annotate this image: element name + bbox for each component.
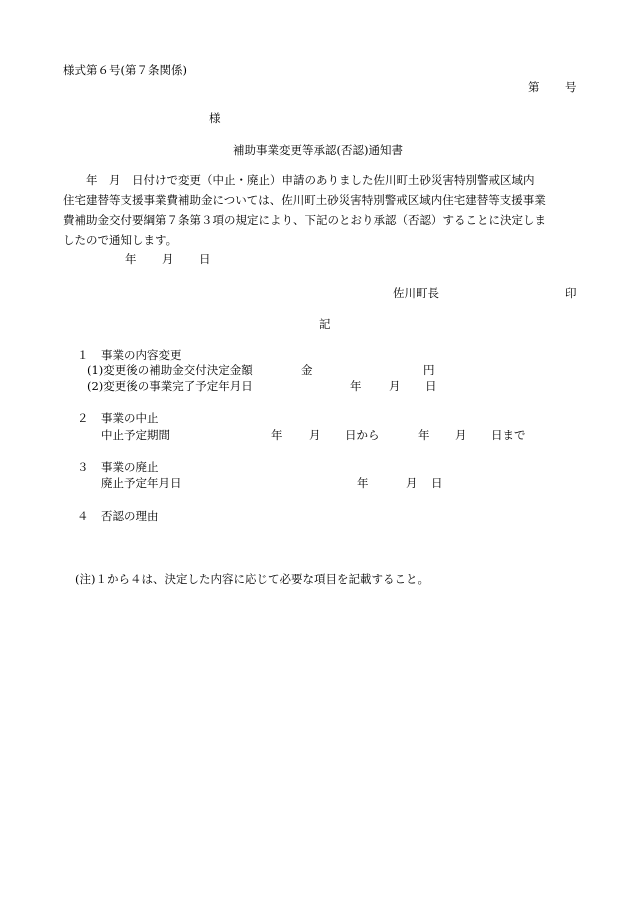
document-title: 補助事業変更等承認(否認)通知書 [233,143,403,157]
section2-hikara: 日から [345,428,380,442]
section1-title: 事業の内容変更 [101,348,182,362]
section3-title: 事業の廃止 [101,460,159,474]
section2-himade: 日まで [491,428,526,442]
section1-item2-hi: 日 [425,379,437,393]
doc-number-dai: 第 [528,80,540,94]
section1-item2-tsuki: 月 [389,379,401,393]
doc-number-go: 号 [565,80,577,94]
section3-number: ３ [77,460,89,474]
issuer: 佐川町長 [393,286,439,300]
body-paragraph [63,170,583,250]
section1-item2-nen: 年 [350,379,362,393]
section2-nen2: 年 [418,428,430,442]
date-nen: 年 [125,252,137,266]
section2-tsuki2: 月 [455,428,467,442]
section4-title: 否認の理由 [101,509,159,523]
body-line: 年 月 日付けで変更（中止・廃止）申請のありました佐川町土砂災害特別警戒区域内 [63,173,535,187]
section2-nen1: 年 [271,428,283,442]
section3-hi: 日 [431,476,443,490]
section1-item1-kin: 金 [301,363,313,377]
form-number: 様式第６号(第７条関係) [63,63,187,77]
section2-title: 事業の中止 [101,411,159,425]
body-line: 費補助金交付要綱第７条第３項の規定により、下記のとおり承認（否認）することに決定しま [63,213,546,227]
section2-tsuki1: 月 [309,428,321,442]
section1-number: １ [77,348,89,362]
addressee-sama: 様 [209,111,221,125]
section4-number: ４ [77,509,89,523]
body-line: したので通知します。 [63,233,178,247]
body-line: 住宅建替等支援事業費補助金については、佐川町土砂災害特別警戒区域内住宅建替等支援事業 [63,193,546,207]
section1-item1-label: (1)変更後の補助金交付決定金額 [87,363,253,377]
seal-mark: 印 [565,286,577,300]
ki-heading: 記 [319,317,331,331]
date-tsuki: 月 [162,252,174,266]
date-hi: 日 [199,252,211,266]
section3-tsuki: 月 [406,476,418,490]
section3-label: 廃止予定年月日 [101,476,182,490]
section3-nen: 年 [357,476,369,490]
footnote: (注)１から４は、決定した内容に応じて必要な項目を記載すること。 [75,572,429,586]
section2-number: ２ [77,411,89,425]
section2-label: 中止予定期間 [101,428,170,442]
section1-item1-en: 円 [423,363,435,377]
section1-item2-label: (2)変更後の事業完了予定年月日 [87,379,253,393]
